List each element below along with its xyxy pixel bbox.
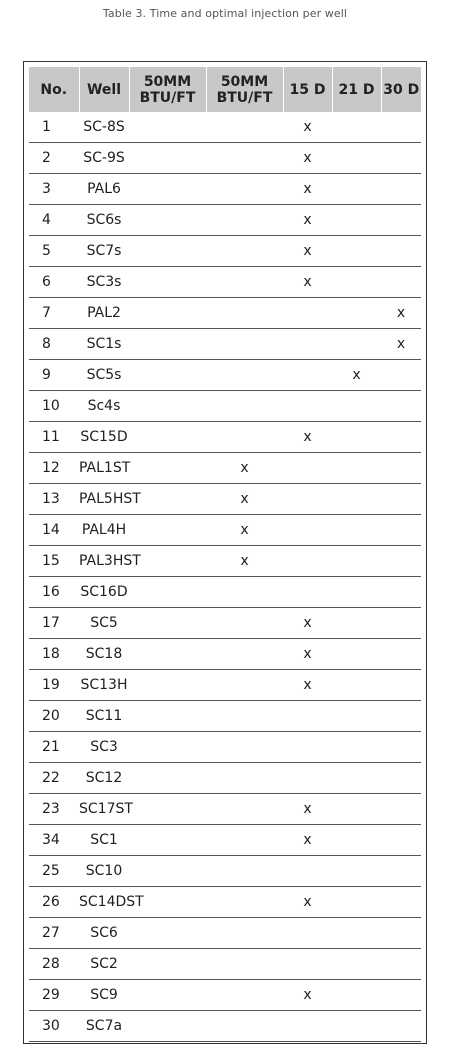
table-row bbox=[29, 205, 421, 236]
cell-21d bbox=[332, 856, 381, 887]
cell-21d bbox=[332, 794, 381, 825]
table-row bbox=[29, 639, 421, 670]
cell-50mm-b: x bbox=[206, 515, 283, 546]
table-row bbox=[29, 608, 421, 639]
cell-well: SC10 bbox=[79, 856, 129, 887]
cell-50mm-a bbox=[129, 639, 206, 670]
cell-30d bbox=[381, 484, 421, 515]
cell-50mm-b bbox=[206, 887, 283, 918]
cell-no: 16 bbox=[29, 577, 79, 608]
table-row bbox=[29, 267, 421, 298]
cell-no: 34 bbox=[29, 825, 79, 856]
cell-21d bbox=[332, 825, 381, 856]
cell-well: SC-9S bbox=[79, 143, 129, 174]
cell-21d bbox=[332, 391, 381, 422]
cell-50mm-a bbox=[129, 608, 206, 639]
cell-15d: x bbox=[283, 143, 332, 174]
cell-50mm-b bbox=[206, 205, 283, 236]
cell-15d bbox=[283, 918, 332, 949]
cell-no: 6 bbox=[29, 267, 79, 298]
cell-15d bbox=[283, 329, 332, 360]
cell-30d bbox=[381, 577, 421, 608]
cell-no: 29 bbox=[29, 980, 79, 1011]
cell-15d: x bbox=[283, 639, 332, 670]
cell-no: 18 bbox=[29, 639, 79, 670]
table-row bbox=[29, 825, 421, 856]
cell-well: SC3s bbox=[79, 267, 129, 298]
cell-21d bbox=[332, 701, 381, 732]
cell-50mm-a bbox=[129, 1011, 206, 1042]
cell-21d bbox=[332, 112, 381, 143]
cell-21d bbox=[332, 174, 381, 205]
cell-15d bbox=[283, 515, 332, 546]
cell-50mm-b bbox=[206, 732, 283, 763]
header-row bbox=[29, 67, 421, 112]
cell-well: SC6 bbox=[79, 918, 129, 949]
cell-15d bbox=[283, 763, 332, 794]
cell-50mm-a bbox=[129, 763, 206, 794]
cell-well: SC17ST bbox=[79, 794, 129, 825]
cell-no: 22 bbox=[29, 763, 79, 794]
table-row bbox=[29, 360, 421, 391]
cell-21d bbox=[332, 887, 381, 918]
cell-no: 27 bbox=[29, 918, 79, 949]
cell-15d: x bbox=[283, 608, 332, 639]
header-50mm-b bbox=[206, 67, 283, 112]
cell-no: 21 bbox=[29, 732, 79, 763]
cell-50mm-a bbox=[129, 329, 206, 360]
cell-50mm-b bbox=[206, 236, 283, 267]
cell-15d bbox=[283, 391, 332, 422]
cell-well: SC11 bbox=[79, 701, 129, 732]
table-row bbox=[29, 236, 421, 267]
cell-no: 25 bbox=[29, 856, 79, 887]
table-row bbox=[29, 484, 421, 515]
cell-30d bbox=[381, 453, 421, 484]
cell-well: SC6s bbox=[79, 205, 129, 236]
cell-15d: x bbox=[283, 112, 332, 143]
cell-50mm-b: x bbox=[206, 453, 283, 484]
cell-well: SC16D bbox=[79, 577, 129, 608]
cell-30d bbox=[381, 515, 421, 546]
cell-50mm-b: x bbox=[206, 546, 283, 577]
cell-21d bbox=[332, 763, 381, 794]
cell-50mm-a bbox=[129, 949, 206, 980]
cell-50mm-b bbox=[206, 1011, 283, 1042]
table-row bbox=[29, 856, 421, 887]
cell-50mm-a bbox=[129, 112, 206, 143]
cell-50mm-a bbox=[129, 794, 206, 825]
cell-30d bbox=[381, 174, 421, 205]
cell-21d bbox=[332, 980, 381, 1011]
header-30d: 30 D bbox=[381, 67, 421, 112]
cell-15d bbox=[283, 298, 332, 329]
cell-15d: x bbox=[283, 267, 332, 298]
cell-50mm-b bbox=[206, 639, 283, 670]
cell-30d bbox=[381, 918, 421, 949]
cell-30d bbox=[381, 422, 421, 453]
cell-well: PAL4H bbox=[79, 515, 129, 546]
cell-no: 19 bbox=[29, 670, 79, 701]
cell-50mm-b bbox=[206, 329, 283, 360]
table-row bbox=[29, 670, 421, 701]
cell-21d bbox=[332, 267, 381, 298]
header-15d: 15 D bbox=[283, 67, 332, 112]
cell-well: SC9 bbox=[79, 980, 129, 1011]
cell-30d bbox=[381, 143, 421, 174]
cell-21d: x bbox=[332, 360, 381, 391]
cell-30d bbox=[381, 391, 421, 422]
cell-50mm-a bbox=[129, 236, 206, 267]
table-body bbox=[29, 112, 421, 1042]
cell-50mm-b bbox=[206, 298, 283, 329]
cell-15d bbox=[283, 360, 332, 391]
cell-50mm-a bbox=[129, 298, 206, 329]
cell-21d bbox=[332, 298, 381, 329]
cell-well: PAL5HST bbox=[79, 484, 129, 515]
cell-well: SC13H bbox=[79, 670, 129, 701]
header-50mm-b-line1: 50MM bbox=[220, 73, 269, 90]
cell-50mm-a bbox=[129, 670, 206, 701]
cell-21d bbox=[332, 515, 381, 546]
cell-well: SC5 bbox=[79, 608, 129, 639]
cell-no: 10 bbox=[29, 391, 79, 422]
cell-50mm-b bbox=[206, 670, 283, 701]
cell-no: 1 bbox=[29, 112, 79, 143]
table-row bbox=[29, 732, 421, 763]
cell-21d bbox=[332, 577, 381, 608]
cell-well: SC12 bbox=[79, 763, 129, 794]
cell-30d bbox=[381, 887, 421, 918]
cell-50mm-a bbox=[129, 391, 206, 422]
cell-15d: x bbox=[283, 887, 332, 918]
header-no: No. bbox=[29, 67, 79, 112]
cell-50mm-a bbox=[129, 205, 206, 236]
cell-30d bbox=[381, 670, 421, 701]
cell-30d bbox=[381, 608, 421, 639]
cell-21d bbox=[332, 918, 381, 949]
cell-well: SC2 bbox=[79, 949, 129, 980]
cell-no: 8 bbox=[29, 329, 79, 360]
table-frame bbox=[23, 61, 427, 1044]
header-well: Well bbox=[79, 67, 129, 112]
cell-50mm-b bbox=[206, 701, 283, 732]
cell-15d: x bbox=[283, 980, 332, 1011]
table-row bbox=[29, 887, 421, 918]
table-row bbox=[29, 980, 421, 1011]
cell-50mm-a bbox=[129, 918, 206, 949]
cell-30d bbox=[381, 112, 421, 143]
cell-30d bbox=[381, 763, 421, 794]
cell-50mm-a bbox=[129, 732, 206, 763]
cell-no: 9 bbox=[29, 360, 79, 391]
cell-no: 5 bbox=[29, 236, 79, 267]
cell-30d bbox=[381, 360, 421, 391]
cell-50mm-b bbox=[206, 577, 283, 608]
cell-well: SC14DST bbox=[79, 887, 129, 918]
cell-30d: x bbox=[381, 298, 421, 329]
cell-no: 15 bbox=[29, 546, 79, 577]
cell-21d bbox=[332, 608, 381, 639]
cell-30d bbox=[381, 639, 421, 670]
cell-well: PAL2 bbox=[79, 298, 129, 329]
cell-no: 12 bbox=[29, 453, 79, 484]
cell-30d bbox=[381, 856, 421, 887]
cell-50mm-a bbox=[129, 143, 206, 174]
cell-no: 14 bbox=[29, 515, 79, 546]
table-row bbox=[29, 763, 421, 794]
cell-50mm-b bbox=[206, 608, 283, 639]
cell-15d bbox=[283, 546, 332, 577]
table-caption: Table 3. Time and optimal injection per well bbox=[102, 7, 348, 20]
table-row bbox=[29, 298, 421, 329]
cell-well: SC18 bbox=[79, 639, 129, 670]
cell-50mm-b bbox=[206, 825, 283, 856]
cell-21d bbox=[332, 484, 381, 515]
cell-30d bbox=[381, 1011, 421, 1042]
cell-21d bbox=[332, 670, 381, 701]
cell-well: SC7a bbox=[79, 1011, 129, 1042]
cell-15d bbox=[283, 949, 332, 980]
cell-well: SC5s bbox=[79, 360, 129, 391]
cell-21d bbox=[332, 143, 381, 174]
cell-30d bbox=[381, 949, 421, 980]
cell-no: 20 bbox=[29, 701, 79, 732]
cell-50mm-b bbox=[206, 360, 283, 391]
cell-15d: x bbox=[283, 422, 332, 453]
cell-50mm-a bbox=[129, 856, 206, 887]
table-row bbox=[29, 112, 421, 143]
cell-well: SC1s bbox=[79, 329, 129, 360]
table-row bbox=[29, 329, 421, 360]
cell-30d bbox=[381, 732, 421, 763]
cell-30d bbox=[381, 701, 421, 732]
cell-21d bbox=[332, 205, 381, 236]
cell-21d bbox=[332, 732, 381, 763]
cell-21d bbox=[332, 639, 381, 670]
cell-15d: x bbox=[283, 825, 332, 856]
header-50mm-a bbox=[129, 67, 206, 112]
cell-21d bbox=[332, 329, 381, 360]
cell-15d: x bbox=[283, 205, 332, 236]
table-header bbox=[29, 67, 421, 112]
cell-15d: x bbox=[283, 236, 332, 267]
cell-50mm-a bbox=[129, 980, 206, 1011]
cell-21d bbox=[332, 546, 381, 577]
cell-30d bbox=[381, 236, 421, 267]
cell-well: SC15D bbox=[79, 422, 129, 453]
cell-50mm-b bbox=[206, 949, 283, 980]
header-21d: 21 D bbox=[332, 67, 381, 112]
cell-50mm-b bbox=[206, 112, 283, 143]
cell-30d bbox=[381, 267, 421, 298]
injection-table bbox=[29, 67, 421, 1042]
table-row bbox=[29, 918, 421, 949]
table-row bbox=[29, 949, 421, 980]
cell-30d: x bbox=[381, 329, 421, 360]
cell-21d bbox=[332, 949, 381, 980]
table-row bbox=[29, 143, 421, 174]
cell-50mm-a bbox=[129, 701, 206, 732]
cell-15d bbox=[283, 484, 332, 515]
cell-21d bbox=[332, 236, 381, 267]
table-row bbox=[29, 453, 421, 484]
cell-50mm-a bbox=[129, 174, 206, 205]
cell-no: 17 bbox=[29, 608, 79, 639]
cell-50mm-a bbox=[129, 515, 206, 546]
cell-50mm-b bbox=[206, 794, 283, 825]
cell-well: SC1 bbox=[79, 825, 129, 856]
table-row bbox=[29, 794, 421, 825]
cell-50mm-b: x bbox=[206, 484, 283, 515]
cell-15d bbox=[283, 856, 332, 887]
cell-50mm-a bbox=[129, 267, 206, 298]
cell-15d bbox=[283, 1011, 332, 1042]
cell-50mm-b bbox=[206, 980, 283, 1011]
cell-no: 23 bbox=[29, 794, 79, 825]
cell-no: 11 bbox=[29, 422, 79, 453]
header-50mm-b-line2: BTU/FT bbox=[216, 89, 273, 106]
header-50mm-a-line2: BTU/FT bbox=[139, 89, 196, 106]
header-50mm-a-line1: 50MM bbox=[143, 73, 192, 90]
cell-no: 26 bbox=[29, 887, 79, 918]
table-row bbox=[29, 174, 421, 205]
cell-15d bbox=[283, 701, 332, 732]
cell-30d bbox=[381, 205, 421, 236]
table-row bbox=[29, 577, 421, 608]
cell-50mm-a bbox=[129, 577, 206, 608]
cell-no: 7 bbox=[29, 298, 79, 329]
cell-50mm-b bbox=[206, 143, 283, 174]
cell-well: PAL1ST bbox=[79, 453, 129, 484]
cell-50mm-b bbox=[206, 918, 283, 949]
cell-no: 13 bbox=[29, 484, 79, 515]
table-row bbox=[29, 391, 421, 422]
cell-15d bbox=[283, 732, 332, 763]
cell-well: SC7s bbox=[79, 236, 129, 267]
cell-21d bbox=[332, 453, 381, 484]
cell-no: 3 bbox=[29, 174, 79, 205]
table-row bbox=[29, 546, 421, 577]
cell-15d: x bbox=[283, 174, 332, 205]
cell-21d bbox=[332, 1011, 381, 1042]
cell-no: 28 bbox=[29, 949, 79, 980]
cell-15d: x bbox=[283, 670, 332, 701]
cell-30d bbox=[381, 980, 421, 1011]
cell-well: SC3 bbox=[79, 732, 129, 763]
cell-no: 2 bbox=[29, 143, 79, 174]
cell-50mm-a bbox=[129, 825, 206, 856]
cell-50mm-b bbox=[206, 422, 283, 453]
table-row bbox=[29, 422, 421, 453]
cell-50mm-b bbox=[206, 267, 283, 298]
cell-30d bbox=[381, 546, 421, 577]
cell-well: PAL6 bbox=[79, 174, 129, 205]
table-row bbox=[29, 515, 421, 546]
cell-50mm-a bbox=[129, 422, 206, 453]
cell-50mm-b bbox=[206, 391, 283, 422]
cell-50mm-b bbox=[206, 174, 283, 205]
cell-15d bbox=[283, 453, 332, 484]
cell-well: Sc4s bbox=[79, 391, 129, 422]
cell-50mm-b bbox=[206, 856, 283, 887]
cell-15d bbox=[283, 577, 332, 608]
cell-50mm-b bbox=[206, 763, 283, 794]
cell-50mm-a bbox=[129, 453, 206, 484]
cell-50mm-a bbox=[129, 360, 206, 391]
cell-30d bbox=[381, 794, 421, 825]
table-row bbox=[29, 701, 421, 732]
cell-no: 30 bbox=[29, 1011, 79, 1042]
cell-30d bbox=[381, 825, 421, 856]
table-row bbox=[29, 1011, 421, 1042]
cell-no: 4 bbox=[29, 205, 79, 236]
cell-21d bbox=[332, 422, 381, 453]
cell-well: SC-8S bbox=[79, 112, 129, 143]
cell-well: PAL3HST bbox=[79, 546, 129, 577]
cell-15d: x bbox=[283, 794, 332, 825]
